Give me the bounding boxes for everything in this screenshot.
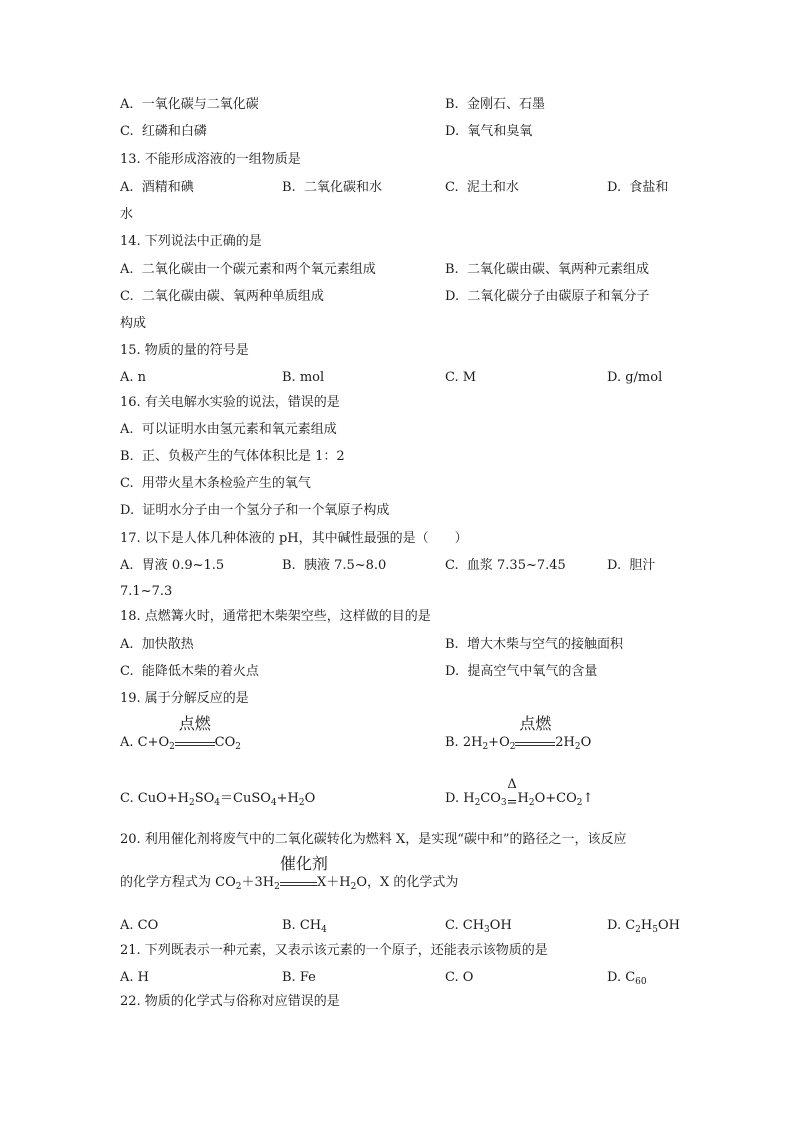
q13-stem: 13. 不能形成溶液的一组物质是 (120, 152, 301, 167)
q18-row-2 (0, 664, 794, 680)
catalyst-condition: 催化剂 (280, 875, 317, 891)
q14-wrap: 构成 (120, 316, 147, 331)
q13-option-c: C. 泥土和水 (445, 180, 519, 195)
q12-row-1 (0, 97, 794, 113)
q17-option-c: C. 血浆 7.35~7.45 (445, 558, 566, 573)
q19-option-a: A. $C+O_2$ 点燃 $CO_2$ (120, 714, 241, 752)
q15-option-d: D. g/mol (607, 370, 663, 385)
q16-option-c: C. 用带火星木条检验产生的氧气 (120, 476, 311, 491)
q14-option-d: D. 二氧化碳分子由碳原子和氧分子 (445, 289, 650, 304)
q21-option-b: B. Fe (282, 970, 316, 985)
q15-option-b: B. mol (282, 370, 325, 385)
q20-options (0, 918, 794, 934)
q18-option-d: D. 提高空气中氧气的含量 (445, 664, 598, 679)
q15-options (0, 370, 794, 386)
q20-option-b: B. $CH_4$ (282, 918, 327, 935)
q13-option-d: D. 食盐和 (607, 180, 669, 195)
q18-option-c: C. 能降低木柴的着火点 (120, 664, 259, 679)
q17-option-a: A. 胃液 0.9~1.5 (120, 558, 225, 573)
q20-option-a: A. CO (120, 918, 159, 933)
q21-stem: 21. 下列既表示一种元素，又表示该元素的一个原子，还能表示该物质的是 (120, 943, 548, 958)
q20-option-c: C. $CH_3OH$ (445, 918, 512, 935)
q22-stem: 22. 物质的化学式与俗称对应错误的是 (120, 994, 340, 1009)
q20-option-d: D. $C_2H_5OH$ (607, 918, 680, 935)
q21-option-a: A. H (120, 970, 149, 985)
q16-option-a: A. 可以证明水由氢元素和氧元素组成 (120, 422, 337, 437)
q17-option-b: B. 胰液 7.5~8.0 (282, 558, 387, 573)
q16-stem: 16. 有关电解水实验的说法，错误的是 (120, 395, 340, 410)
q18-row-1 (0, 637, 794, 653)
q19-option-c: C. $CuO+H_2SO_4=CuSO_4+H_2O$ (120, 791, 316, 808)
q15-option-a: A. n (120, 370, 147, 385)
q12-option-c: C. 红磷和白磷 (120, 124, 207, 139)
q18-option-b: B. 增大木柴与空气的接触面积 (445, 637, 623, 652)
q20-equation-line: 的化学方程式为 $CO_2+3H_2$ 催化剂 $X+H_2O$，X 的化学式为 (120, 854, 459, 892)
q14-option-a: A. 二氧化碳由一个碳元素和两个氧元素组成 (120, 262, 376, 277)
heat-condition: Δ = (506, 777, 518, 810)
q13-options (0, 180, 794, 196)
q15-option-c: C. M (445, 370, 477, 385)
q12-option-d: D. 氧气和臭氧 (445, 124, 533, 139)
q19-option-d: D. $H_2CO_3$ Δ = $H_2O+CO_2↑$ (445, 777, 594, 810)
q14-option-b: B. 二氧化碳由碳、氧两种元素组成 (445, 262, 649, 277)
q12-row-2 (0, 124, 794, 140)
q14-option-c: C. 二氧化碳由碳、氧两种单质组成 (120, 289, 324, 304)
q12-option-a: A. 一氧化碳与二氧化碳 (120, 97, 259, 112)
q13-option-b: B. 二氧化碳和水 (282, 180, 382, 195)
ignite-condition-b: 点燃 (515, 735, 555, 751)
q14-row-1 (0, 262, 794, 278)
q13-wrap: 水 (120, 207, 134, 222)
q16-option-b: B. 正、负极产生的气体体积比是 1：2 (120, 449, 345, 464)
q18-stem: 18. 点燃篝火时，通常把木柴架空些，这样做的目的是 (120, 609, 431, 624)
q21-option-d: D. $C_{60}$ (607, 970, 647, 987)
q19-stem: 19. 属于分解反应的是 (120, 691, 249, 706)
q17-stem: 17. 以下是人体几种体液的 pH，其中碱性最强的是（ ） (120, 531, 468, 546)
q21-option-c: C. O (445, 970, 474, 985)
q21-options (0, 970, 794, 986)
q19-option-b: B. $2H_2+O_2$ 点燃 $2H_2O$ (445, 714, 592, 752)
q17-option-d: D. 胆汁 (607, 558, 656, 573)
q15-stem: 15. 物质的量的符号是 (120, 343, 249, 358)
q19-row-ab (0, 714, 794, 752)
q17-wrap: 7.1~7.3 (120, 584, 173, 599)
q20-stem: 20. 利用催化剂将废气中的二氧化碳转化为燃料 X，是实现“碳中和”的路径之一，该反应 (120, 832, 627, 847)
q18-option-a: A. 加快散热 (120, 637, 194, 652)
q13-option-a: A. 酒精和碘 (120, 180, 194, 195)
q14-row-2 (0, 289, 794, 305)
ignite-condition-a: 点燃 (175, 735, 215, 751)
q14-stem: 14. 下列说法中正确的是 (120, 234, 262, 249)
q19-row-cd (0, 777, 794, 810)
q12-option-b: B. 金刚石、石墨 (445, 97, 545, 112)
q17-options (0, 558, 794, 574)
q16-option-d: D. 证明水分子由一个氢分子和一个氧原子构成 (120, 503, 390, 518)
